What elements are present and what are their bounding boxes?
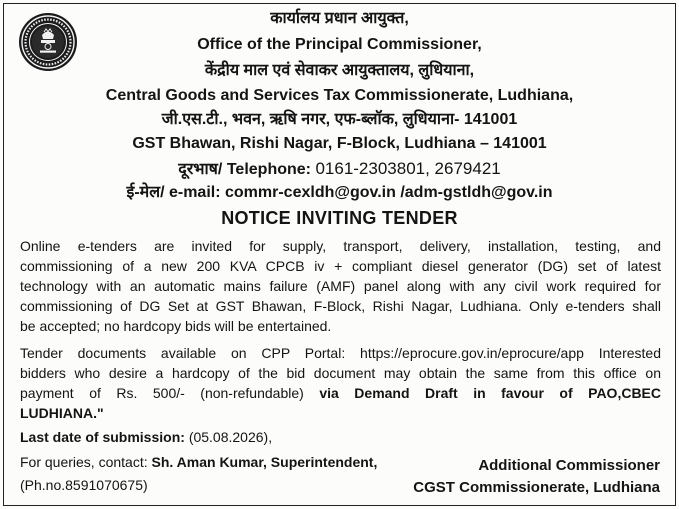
- contact-phone: (Ph.no.8591070675): [20, 477, 148, 493]
- telephone-numbers: 0161-2303801, 2679421: [315, 159, 501, 178]
- email-line: [0, 181, 679, 205]
- payment-terms: payment of Rs. 500/- (non-refundable): [20, 385, 304, 401]
- tender-description-paragraph: [20, 236, 661, 336]
- address: GST Bhawan, Rishi Nagar, F-Block, Ludhiana – 141001: [132, 135, 547, 152]
- submission-date: (05.08.2026),: [188, 429, 273, 445]
- office-name: Office of the Principal Commissioner,: [197, 36, 482, 53]
- paragraph-line: Tender documents available on CPP Portal: https://eprocure.gov.in/eprocure/app Interested: [20, 345, 661, 361]
- paragraph-line: commissioning of a new 200 KVA CPCB iv + compliant diesel generator (DG) set of latest: [20, 258, 661, 274]
- email-label: e-mail:: [168, 184, 221, 201]
- paragraph-line: bidders who desire a hardcopy of the bid document may obtain the same from this office on: [20, 365, 661, 381]
- notice-title: NOTICE INVITING TENDER: [221, 208, 458, 228]
- email-label-hindi: ई-मेल/: [126, 184, 165, 201]
- contact-name: Sh. Aman Kumar, Superintendent,: [151, 454, 378, 470]
- telephone-line: [0, 157, 679, 182]
- signatory-office: CGST Commissionerate, Ludhiana: [413, 479, 660, 496]
- paragraph-line: technology with an automatic mains failure (AMF) panel along with any civil work required for: [20, 278, 661, 294]
- paragraph-line: LUDHIANA.": [20, 405, 104, 421]
- address-hindi: जी.एस.टी., भवन, ऋषि नगर, एफ-ब्लॉक, लुधियाना- 141001: [161, 111, 518, 128]
- paragraph-line: be accepted; no hardcopy bids will be entertained.: [20, 318, 332, 334]
- contact-label: For queries, contact:: [20, 454, 148, 470]
- office-name-hindi: कार्यालय प्रधान आयुक्त,: [270, 10, 409, 27]
- email-addresses: commr-cexldh@gov.in /adm-gstldh@gov.in: [225, 184, 553, 201]
- submission-deadline: [20, 427, 272, 447]
- commissionerate-name-hindi: केंद्रीय माल एवं सेवाकर आयुक्तालय, लुधियाना,: [204, 62, 475, 79]
- tender-documents-paragraph: [20, 343, 661, 423]
- paragraph-line: Online e-tenders are invited for supply, transport, delivery, installation, testing, and: [20, 238, 661, 254]
- paragraph-line: [20, 383, 661, 403]
- demand-draft-terms: via Demand Draft in favour of PAO,CBEC: [319, 385, 662, 401]
- paragraph-line: commissioning of DG Set at GST Bhawan, F-Block, Rishi Nagar, Ludhiana. Only e-tenders shall: [20, 298, 661, 314]
- signatory-designation: Additional Commissioner: [478, 457, 660, 474]
- contact-details: [20, 452, 377, 472]
- commissionerate-name: Central Goods and Services Tax Commissionerate, Ludhiana,: [105, 87, 574, 104]
- telephone-label: Telephone:: [226, 161, 311, 178]
- telephone-label-hindi: दूरभाष/: [178, 161, 223, 178]
- submission-label: Last date of submission:: [20, 429, 185, 445]
